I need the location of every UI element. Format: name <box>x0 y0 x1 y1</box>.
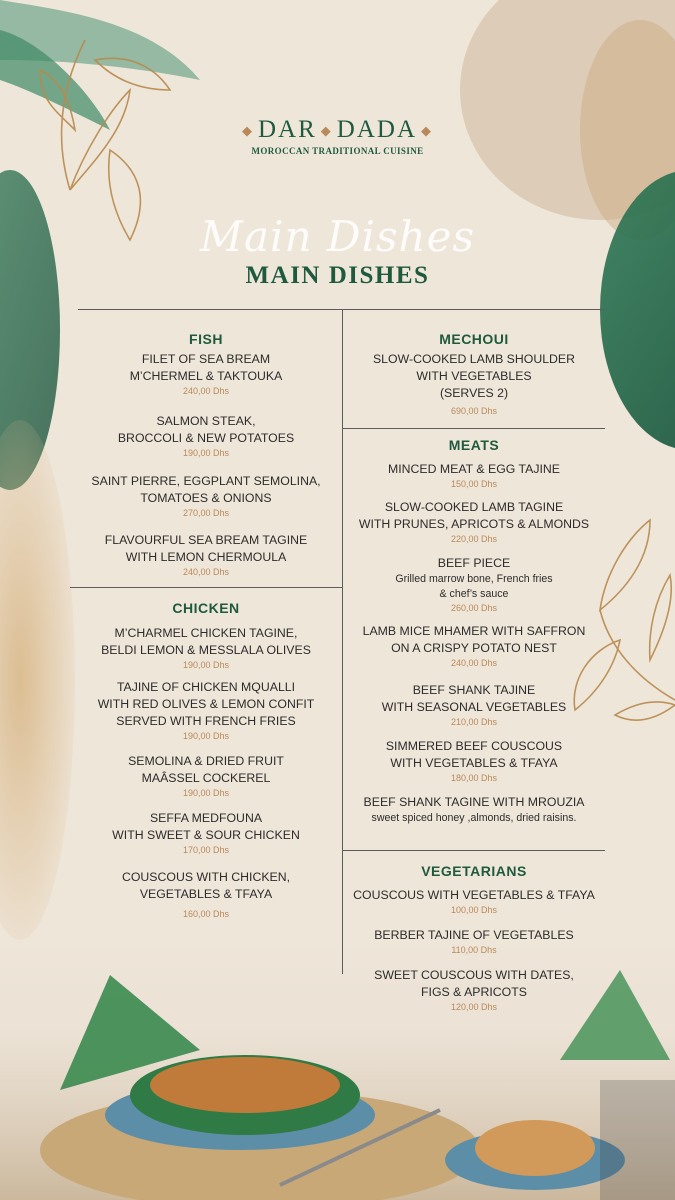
item-name: TAJINE OF CHICKEN MQUALLI WITH RED OLIVES & LEMON CONFIT SERVED WITH FRENCH FRIES <box>97 680 315 728</box>
item-name: LAMB MICE MHAMER WITH SAFFRON ON A CRISPY POTATO NEST <box>362 624 586 655</box>
item-price: 180,00 Dhs <box>450 773 498 783</box>
menu-item <box>70 810 342 855</box>
item-description: Grilled marrow bone, French fries & chef’s sauce <box>395 573 553 600</box>
section-title-mechoui: MECHOUI <box>439 331 509 347</box>
left-column <box>70 0 342 1200</box>
item-price: 100,00 Dhs <box>450 905 498 915</box>
menu-item <box>343 738 605 783</box>
item-price: 170,00 Dhs <box>182 845 230 855</box>
item-price: 120,00 Dhs <box>450 1002 498 1012</box>
menu-item <box>343 351 605 416</box>
menu-item <box>70 473 342 518</box>
item-price: 150,00 Dhs <box>450 479 498 489</box>
item-price: 110,00 Dhs <box>451 945 497 955</box>
item-name: SEMOLINA & DRIED FRUIT MAÂSSEL COCKEREL <box>128 754 284 785</box>
item-name: SEFFA MEDFOUNA WITH SWEET & SOUR CHICKEN <box>112 811 300 842</box>
item-name: SAINT PIERRE, EGGPLANT SEMOLINA, TOMATOES & ONIONS <box>91 474 321 505</box>
item-price: 190,00 Dhs <box>182 660 230 670</box>
item-price: 240,00 Dhs <box>182 386 230 396</box>
item-price: 190,00 Dhs <box>182 448 230 458</box>
section-title-meats: MEATS <box>448 437 500 453</box>
item-name: SLOW-COOKED LAMB SHOULDER WITH VEGETABLES (SERVES 2) <box>372 352 576 400</box>
menu-item <box>343 461 605 489</box>
item-price: 240,00 Dhs <box>182 567 230 577</box>
item-name: SLOW-COOKED LAMB TAGINE WITH PRUNES, APRICOTS & ALMONDS <box>358 500 590 531</box>
item-price: 260,00 Dhs <box>450 603 498 613</box>
logo-tagline: MOROCCAN TRADITIONAL CUISINE <box>251 146 424 156</box>
menu-item <box>70 532 342 577</box>
item-name: MINCED MEAT & EGG TAJINE <box>388 462 560 476</box>
item-name: COUSCOUS WITH CHICKEN, VEGETABLES & TFAYA <box>121 870 291 901</box>
menu-item <box>343 555 605 613</box>
item-name: M’CHARMEL CHICKEN TAGINE, BELDI LEMON & MESSLALA OLIVES <box>101 626 311 657</box>
item-name: BEEF SHANK TAGINE WITH MROUZIA <box>363 795 585 809</box>
item-name: BEEF PIECE <box>437 556 511 570</box>
item-price: 210,00 Dhs <box>450 717 498 727</box>
item-price: 270,00 Dhs <box>182 508 230 518</box>
menu-item <box>343 887 605 915</box>
menu-item <box>70 679 342 741</box>
item-price: 240,00 Dhs <box>450 658 498 668</box>
logo-name-part2: DADA <box>336 116 417 143</box>
item-name: SIMMERED BEEF COUSCOUS WITH VEGETABLES & TFAYA <box>385 739 563 770</box>
script-title: Main Dishes <box>200 212 475 261</box>
menu-item <box>70 351 342 396</box>
item-description: sweet spiced honey ,almonds, dried raisins. <box>371 812 577 824</box>
logo-name-part1: DAR <box>257 116 317 143</box>
menu-item <box>70 753 342 798</box>
menu-item <box>343 682 605 727</box>
menu-item <box>343 794 605 826</box>
menu-item <box>70 625 342 670</box>
gold-blob-left <box>0 420 75 940</box>
restaurant-logo: ◆ DAR ◆ DADA ◆ MOROCCAN TRADITIONAL CUISINE <box>0 116 675 156</box>
menu-item <box>343 967 605 1012</box>
item-price: 190,00 Dhs <box>182 731 230 741</box>
item-name: BERBER TAJINE OF VEGETABLES <box>374 928 574 942</box>
item-price: 190,00 Dhs <box>182 788 230 798</box>
menu-item <box>343 499 605 544</box>
menu-item <box>70 413 342 458</box>
menu-item <box>70 869 342 919</box>
item-name: BEEF SHANK TAJINE WITH SEASONAL VEGETABLES <box>381 683 567 714</box>
menu-item <box>343 623 605 668</box>
item-name: SWEET COUSCOUS WITH DATES, FIGS & APRICOTS <box>374 968 574 999</box>
item-name: SALMON STEAK, BROCCOLI & NEW POTATOES <box>117 414 295 445</box>
section-title-fish: FISH <box>189 331 223 347</box>
right-column <box>343 0 605 1200</box>
item-price: 690,00 Dhs <box>450 406 498 416</box>
item-name: FILET OF SEA BREAM M’CHERMEL & TAKTOUKA <box>129 352 283 383</box>
item-price: 220,00 Dhs <box>450 534 498 544</box>
section-title-chicken: CHICKEN <box>172 600 240 616</box>
menu-item <box>343 927 605 955</box>
page-title: MAIN DISHES <box>245 262 430 289</box>
item-name: FLAVOURFUL SEA BREAM TAGINE WITH LEMON CHERMOULA <box>104 533 308 564</box>
section-title-vegetarians: VEGETARIANS <box>421 863 527 879</box>
item-price: 160,00 Dhs <box>182 909 230 919</box>
item-name: COUSCOUS WITH VEGETABLES & TFAYA <box>353 888 595 902</box>
